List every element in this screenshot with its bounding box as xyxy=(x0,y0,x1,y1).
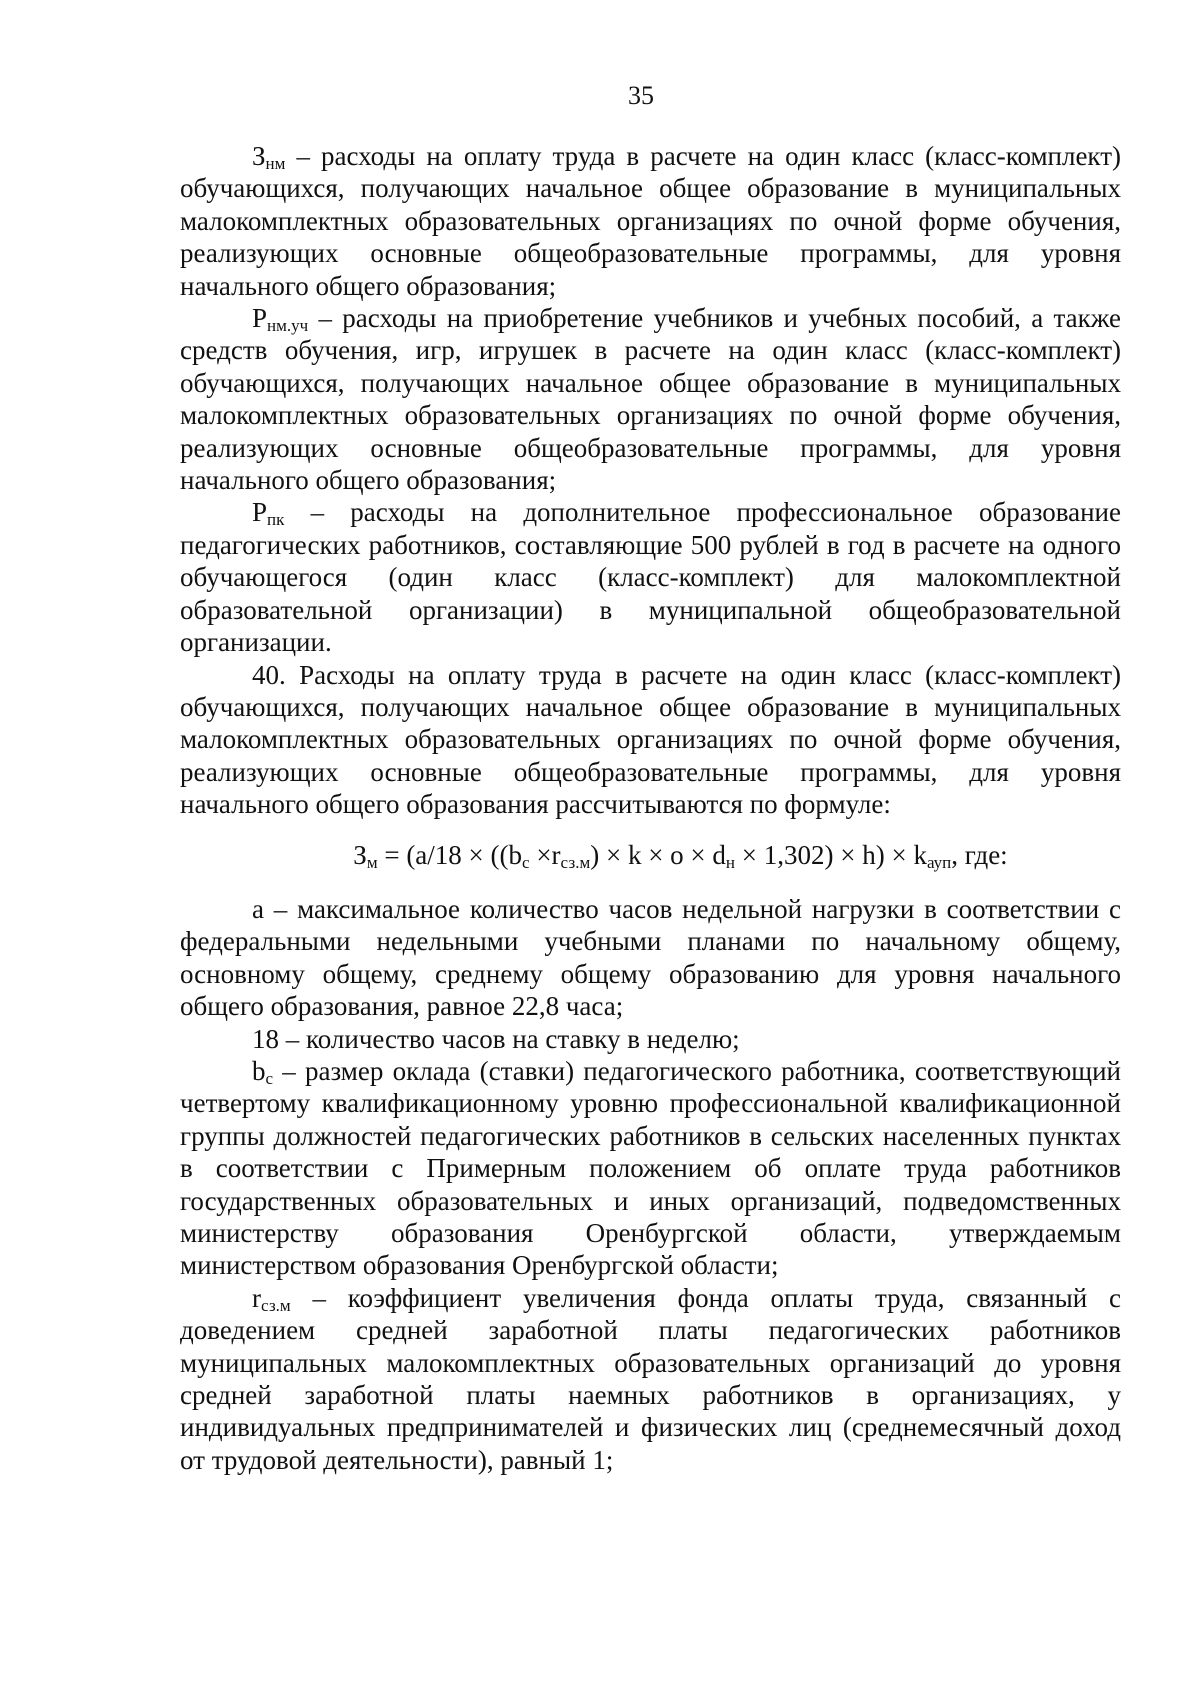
symbol-subscript: нм xyxy=(265,154,286,173)
formula-subscript: сз.м xyxy=(560,852,591,872)
definition-r-nm-uch xyxy=(180,302,1121,496)
formula-part: , где: xyxy=(951,839,1008,870)
clause-40: 40. Расходы на оплату труда в расчете на один класс (класс-комплект) обучающихся, получающих начальное общее образование в муниципальных малокомплектных образовательных организациях по очной форме обучения, реализующих основные общеобразовательные программы, для уровня начального общего образования рассчитываются по формуле: xyxy=(180,659,1121,820)
page-number: 35 xyxy=(628,81,654,110)
definition-text: – расходы на дополнительное профессиональное образование педагогических работников, составляющие 500 рублей в год в расчете на одного обучающегося (один класс (класс-комплект) для малокомплектной образовательной организации) в муниципальной общеобразовательной организации. xyxy=(180,497,1121,658)
definition-bc xyxy=(180,1055,1121,1282)
definition-r-sz-m xyxy=(180,1282,1121,1476)
definition-18: 18 – количество часов на ставку в неделю; xyxy=(252,1023,740,1054)
formula-subscript: н xyxy=(725,852,736,872)
symbol: r xyxy=(252,1282,261,1313)
symbol: З xyxy=(252,141,266,171)
symbol-subscript: сз.м xyxy=(261,1295,291,1315)
document-body xyxy=(180,140,1121,1476)
formula-part: З xyxy=(353,839,367,870)
definition-text: – расходы на приобретение учебников и учебных пособий, а также средств обучения, игр, игрушек в расчете на один класс (класс-комплект) обучающихся, получающих начальное общее образование в муниципальных малокомплектных образовательных организациях по очной форме обучения, реализующих основные общеобразовательные программы, для уровня начального общего образования; xyxy=(180,303,1121,496)
symbol-subscript: пк xyxy=(267,510,285,530)
formula-subscript: ауп xyxy=(926,852,952,872)
symbol-subscript: нм.уч xyxy=(267,316,309,336)
definition-z-nm xyxy=(180,140,1121,302)
definition-a: а – максимальное количество часов недельной нагрузки в соответствии с федеральными недельными учебными планами по начальному общему, основному общему, среднему общему образованию для уровня начального общего образования, равное 22,8 часа; xyxy=(180,893,1121,1022)
formula-part: ×r xyxy=(529,839,561,870)
formula-part: × 1,302) × h) × k xyxy=(735,839,927,870)
symbol: b xyxy=(252,1055,266,1086)
formula-subscript: м xyxy=(366,852,378,872)
symbol: Р xyxy=(252,303,268,334)
formula-part: = (a/18 × ((b xyxy=(377,839,523,870)
formula-subscript: с xyxy=(522,852,530,872)
symbol-subscript: с xyxy=(265,1068,274,1088)
definition-text: – расходы на оплату труда в расчете на один класс (класс-комплект) обучающихся, получающих начальное общее образование в муниципальных малокомплектных образовательных организациях по очной форме обучения, реализующих основные общеобразовательные программы, для уровня начального общего образования; xyxy=(180,141,1121,301)
formula xyxy=(180,839,1121,871)
definition-r-pk xyxy=(180,496,1121,658)
symbol: Р xyxy=(252,497,268,528)
formula-part: ) × k × o × d xyxy=(590,839,726,870)
definition-text: – размер оклада (ставки) педагогического работника, соответствующий четвертому квалификационному уровню профессиональной квалификационной группы должностей педагогических работников в сельских населенных пунктах в соответствии с Примерным положением об оплате труда работников государственных образовательных и иных организаций, подведомственных министерству образования Оренбургской области, утверждаемым министерством образования Оренбургской области; xyxy=(180,1055,1121,1281)
definition-text: – коэффициент увеличения фонда оплаты труда, связанный с доведением средней заработной платы педагогических работников муниципальных малокомплектных образовательных организаций до уровня средней заработной платы наемных работников в организациях, у индивидуальных предпринимателей и физических лиц (среднемесячный доход от трудовой деятельности), равный 1; xyxy=(180,1282,1121,1475)
